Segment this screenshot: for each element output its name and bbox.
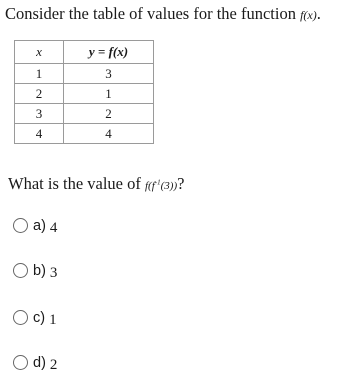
radio-button-b[interactable] — [13, 263, 28, 278]
intro-text: Consider the table of values for the function — [5, 4, 301, 23]
option-letter: c) — [33, 309, 46, 326]
cell-x: 1 — [15, 64, 64, 84]
option-value: 3 — [49, 265, 58, 281]
option-letter: d) — [33, 354, 46, 371]
intro-end: . — [316, 4, 321, 23]
table-row — [15, 64, 154, 84]
expr-superscript: -1 — [154, 178, 161, 187]
option-c[interactable] — [13, 309, 57, 326]
cell-x: 2 — [15, 84, 64, 104]
question-text — [8, 174, 184, 194]
cell-y: 3 — [64, 64, 154, 84]
table-row — [15, 104, 154, 124]
option-letter: b) — [33, 262, 46, 279]
cell-x: 4 — [15, 124, 64, 144]
header-y: y = f(x) — [64, 41, 154, 64]
cell-y: 2 — [64, 104, 154, 124]
option-value: 4 — [49, 220, 58, 236]
values-table — [14, 40, 154, 144]
option-d[interactable] — [13, 354, 57, 371]
cell-y: 1 — [64, 84, 154, 104]
table-row — [15, 124, 154, 144]
question-end: ? — [177, 174, 185, 193]
table-header-row — [15, 41, 154, 64]
intro-function-name: f(x) — [300, 8, 317, 22]
option-value: 2 — [49, 357, 58, 373]
question-expression — [145, 180, 177, 192]
radio-button-d[interactable] — [13, 355, 28, 370]
option-value: 1 — [49, 312, 57, 328]
expr-tail: (3)) — [160, 180, 178, 192]
cell-y: 4 — [64, 124, 154, 144]
expr-main: f(f — [145, 180, 155, 192]
option-b[interactable] — [13, 262, 57, 279]
question-intro — [5, 4, 321, 24]
option-letter: a) — [33, 217, 46, 234]
question-prompt: What is the value of — [8, 174, 145, 193]
option-a[interactable] — [13, 217, 57, 234]
radio-button-a[interactable] — [13, 218, 28, 233]
header-x: x — [15, 41, 64, 64]
radio-button-c[interactable] — [13, 310, 28, 325]
table-row — [15, 84, 154, 104]
cell-x: 3 — [15, 104, 64, 124]
